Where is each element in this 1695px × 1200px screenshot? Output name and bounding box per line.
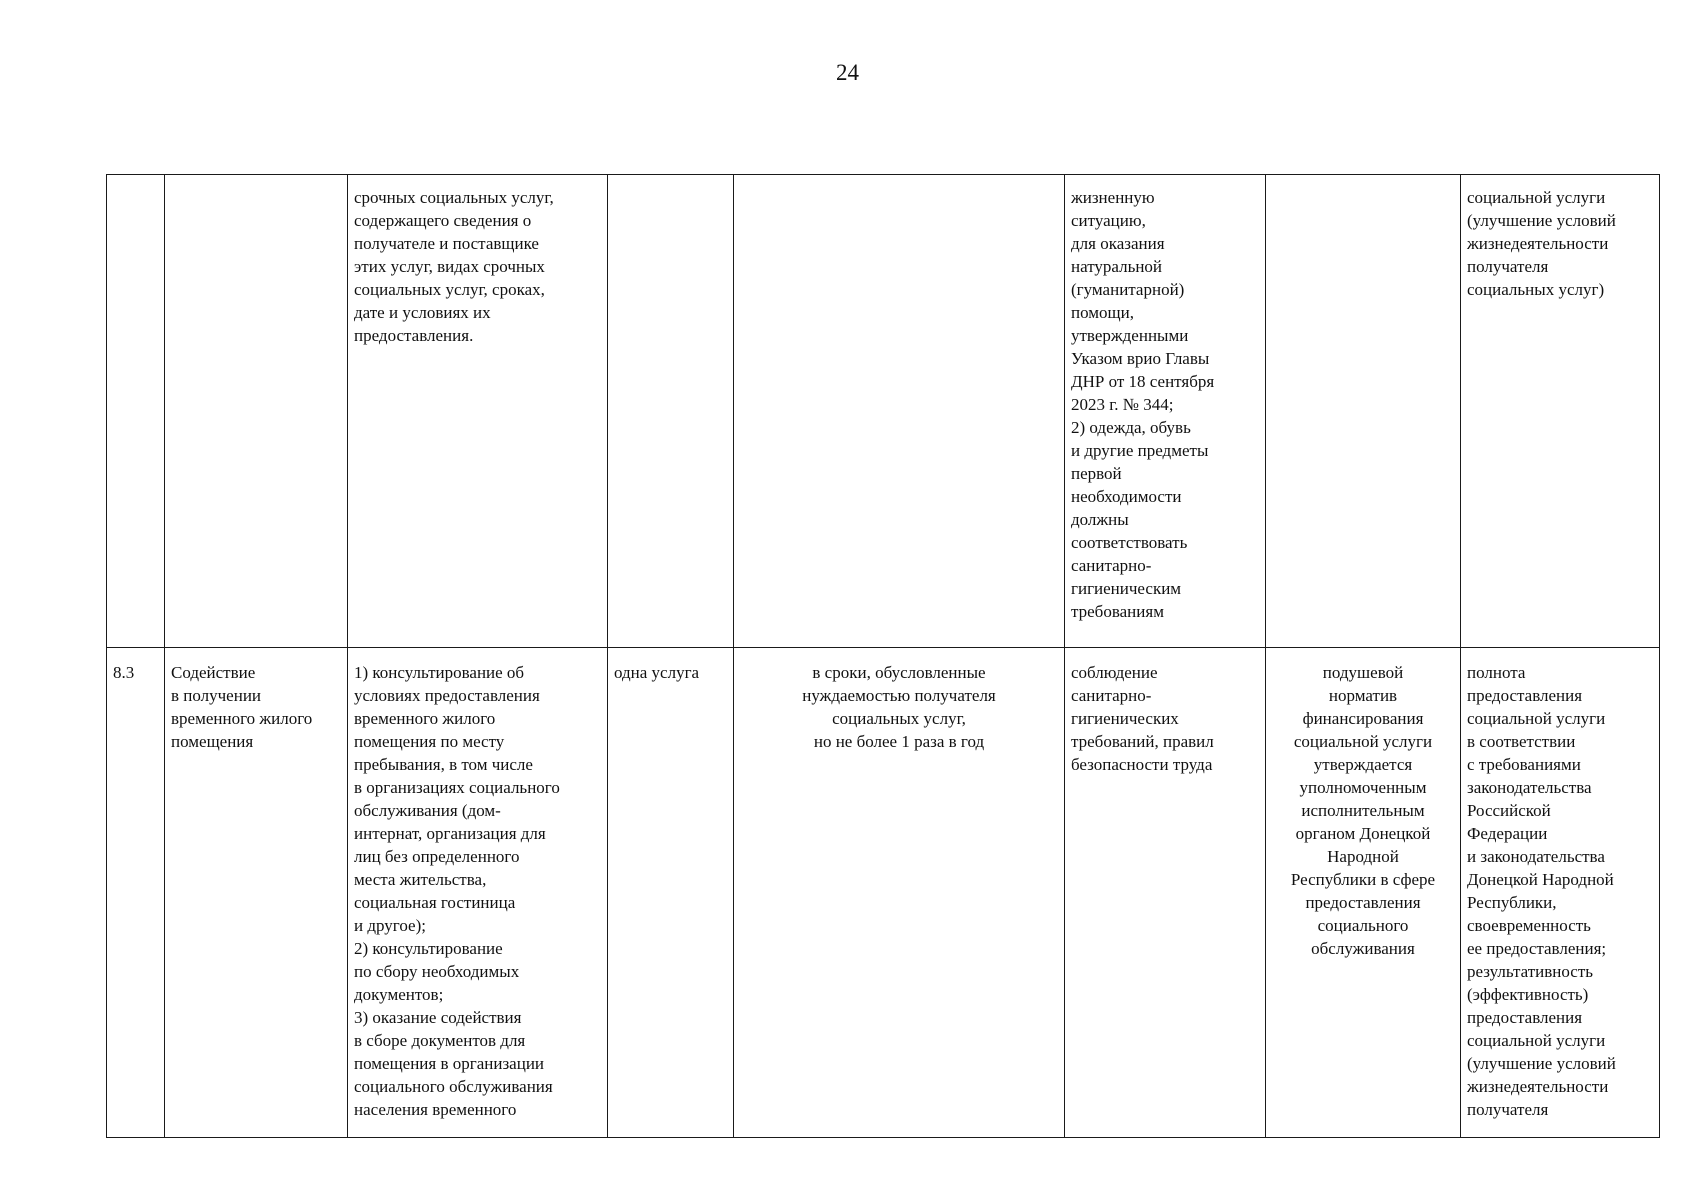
cell-service-volume: одна услуга — [608, 648, 734, 1138]
cell-number — [107, 175, 165, 648]
cell-financing: подушевой норматив финансирования социальной услуги утверждается уполномоченным исполнительным органом Донецкой Народной Республики в сфере предоставления социального обслуживания — [1266, 648, 1461, 1138]
cell-quality-standards: соблюдение санитарно- гигиенических требований, правил безопасности труда — [1065, 648, 1266, 1138]
services-table — [106, 174, 1660, 1138]
cell-service-content: срочных социальных услуг, содержащего сведения о получателе и поставщике этих услуг, видах срочных социальных услуг, сроках, дате и условиях их предоставления. — [348, 175, 608, 648]
cell-quality-standards: жизненную ситуацию, для оказания натуральной (гуманитарной) помощи, утвержденными Указом врио Главы ДНР от 18 сентября 2023 г. № 344; 2) одежда, обувь и другие предметы первой необходимости должны соответствовать санитарно- гигиеническим требованиям — [1065, 175, 1266, 648]
cell-efficiency: полнота предоставления социальной услуги в соответствии с требованиями законодательства Российской Федерации и законодательства Донецкой Народной Республики, своевременность ее предоставления; результативность (эффективность) предоставления социальной услуги (улучшение условий жизнедеятельности получателя — [1461, 648, 1660, 1138]
cell-efficiency: социальной услуги (улучшение условий жизнедеятельности получателя социальных услуг) — [1461, 175, 1660, 648]
cell-service-name — [165, 175, 348, 648]
table-row — [107, 175, 1660, 648]
cell-service-content: 1) консультирование об условиях предоставления временного жилого помещения по месту пребывания, в том числе в организациях социального обслуживания (дом- интернат, организация для лиц без определенного места жительства, социальная гостиница и другое); 2) консультирование по сбору необходимых документов; 3) оказание содействия в сборе документов для помещения в организации социального обслуживания населения временного — [348, 648, 608, 1138]
cell-service-term: в сроки, обусловленные нуждаемостью получателя социальных услуг, но не более 1 раза в год — [734, 648, 1065, 1138]
cell-financing — [1266, 175, 1461, 648]
cell-number: 8.3 — [107, 648, 165, 1138]
page-number: 24 — [836, 60, 859, 85]
cell-service-volume — [608, 175, 734, 648]
cell-service-name: Содействие в получении временного жилого помещения — [165, 648, 348, 1138]
cell-service-term — [734, 175, 1065, 648]
table-row — [107, 648, 1660, 1138]
